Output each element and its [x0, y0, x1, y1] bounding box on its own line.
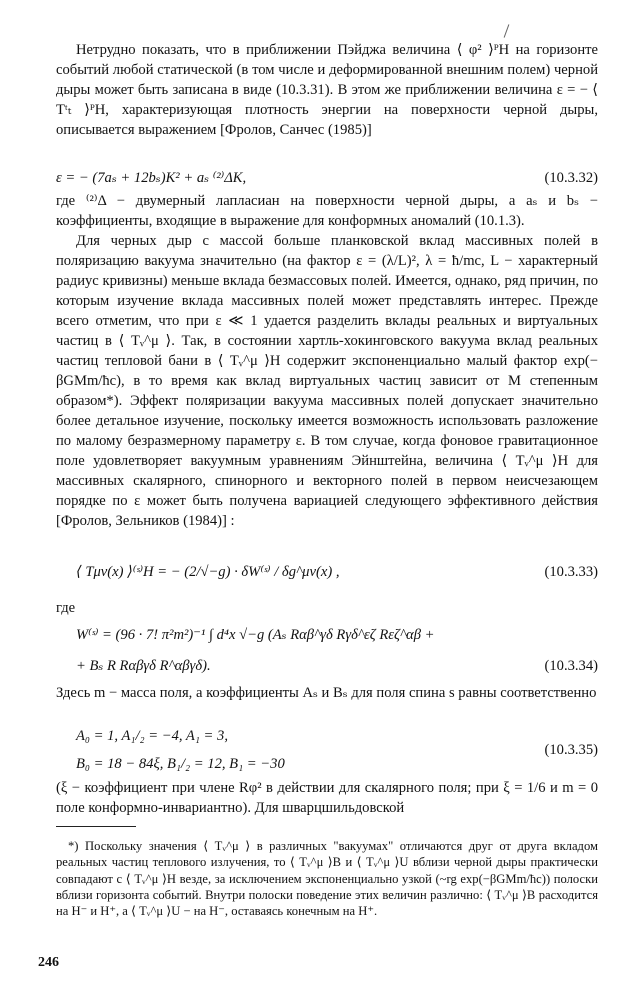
paragraph-coefficients: Здесь m − масса поля, а коэффициенты Aₛ и Bₛ для поля спина s равны соответственно	[56, 685, 597, 701]
equation-10-3-35-line-2: B₀ = 18 − 84ξ, B₁/₂ = 12, B₁ = −30	[76, 756, 285, 772]
paragraph-massive-fields: Для черных дыр с массой больше планковской вклад массивных полей в поляризацию вакуума значительно (на фактор ε = (λ/L)², λ = ħ/mc, L − характерный радиус кривизны) меньше вклада безмассовых полей. Имеется, однако, ряд причин, по которым изучение вклада массивных полей может представлять интерес. Прежде всего отметим, что при ε ≪ 1 удается разделить вклады реальных и виртуальных частиц в ⟨ Tᵥ^μ ⟩. Так, в состоянии хартль-хокинговского вакуума вклад реальных частиц тепловой бани в ⟨ Tᵥ^μ ⟩H содержит экспоненциально малый фактор exp(− βGMm/ħc), в то время как вклад виртуальных частиц зависит от M степенным образом*). Эффект поляризации вакуума массивных полей допускает значительно более детальное изучение, поскольку имеется возможность использовать разложение по малому безразмерному параметру ε. В том случае, когда фоновое гравитационное поле удовлетворяет вакуумным уравнениям Эйнштейна, величина ⟨ Tᵥ^μ ⟩H для массивных скалярного, спинорного и векторного полей в первом неисчезающем порядке по ε может быть получена вариацией следующего эффективного действия [Фролов, Зельников (1984)] :	[56, 233, 598, 529]
paragraph-laplacian-definition: где ⁽²⁾Δ − двумерный лапласиан на поверхности черной дыры, а aₛ и bₛ − коэффициенты, входящие в выражение для конформных аномалий (10.1.3).	[56, 193, 598, 229]
equation-10-3-35-line-1: A₀ = 1, A₁/₂ = −4, A₁ = 3,	[76, 728, 228, 744]
equation-10-3-33: ⟨ Tμν(x) ⟩⁽ˢ⁾H = − (2/√−g) · δW⁽ˢ⁾ / δg^μν(x) ,	[76, 564, 340, 580]
paragraph-conformal-note: (ξ − коэффициент при члене Rφ² в действии для скалярного поля; при ξ = 1/6 и m = 0 поле конформно-инвариантно). Для шварцшильдовской	[56, 780, 598, 816]
equation-number-10-3-35: (10.3.35)	[544, 742, 598, 758]
equation-number-10-3-32: (10.3.32)	[544, 170, 598, 186]
equation-10-3-32: ε = − (7aₛ + 12bₛ)K² + aₛ ⁽²⁾ΔK,	[56, 170, 247, 186]
equation-10-3-34-line-1: W⁽ˢ⁾ = (96 · 7! π²m²)⁻¹ ∫ d⁴x √−g (Aₛ Rαβ^γδ Rγδ^εζ Rεζ^αβ +	[76, 627, 435, 643]
footnote-divider	[56, 826, 136, 827]
paragraph-page-approximation: Нетрудно показать, что в приближении Пэйджа величина ⟨ φ² ⟩ᴾH на горизонте событий любой статической (в том числе и деформированной внешним полем) черной дыры может быть записана в виде (10.3.31). В этом же приближении величина ε = − ⟨ Tᵗₜ ⟩ᴾH, характеризующая плотность энергии на поверхности черной дыры, описывается выражением [Фролов, Санчес (1985)]	[56, 42, 598, 138]
equation-10-3-34-line-2: + Bₛ R Rαβγδ R^αβγδ).	[76, 658, 211, 674]
page-number: 246	[38, 955, 59, 970]
pen-mark	[504, 24, 510, 37]
equation-number-10-3-34: (10.3.34)	[544, 658, 598, 674]
equation-number-10-3-33: (10.3.33)	[544, 564, 598, 580]
where-label: где	[56, 600, 76, 616]
footnote: *) Поскольку значения ⟨ Tᵥ^μ ⟩ в различных "вакуумах" отличаются друг от друга вкладом реальных частиц теплового излучения, то ⟨ Tᵥ^μ ⟩B и ⟨ Tᵥ^μ ⟩U вблизи черной дыры практически совпадают с ⟨ Tᵥ^μ ⟩H везде, за исключением экспоненциально узкой (~rg exp(−βGMm/ħc)) полоски вблизи горизонта событий. Внутри полоски поведение этих величин различно: ⟨ Tᵥ^μ ⟩B расходится на H⁻ и H⁺, а ⟨ Tᵥ^μ ⟩U − на H⁻, оставаясь конечным на H⁺.	[56, 839, 598, 919]
